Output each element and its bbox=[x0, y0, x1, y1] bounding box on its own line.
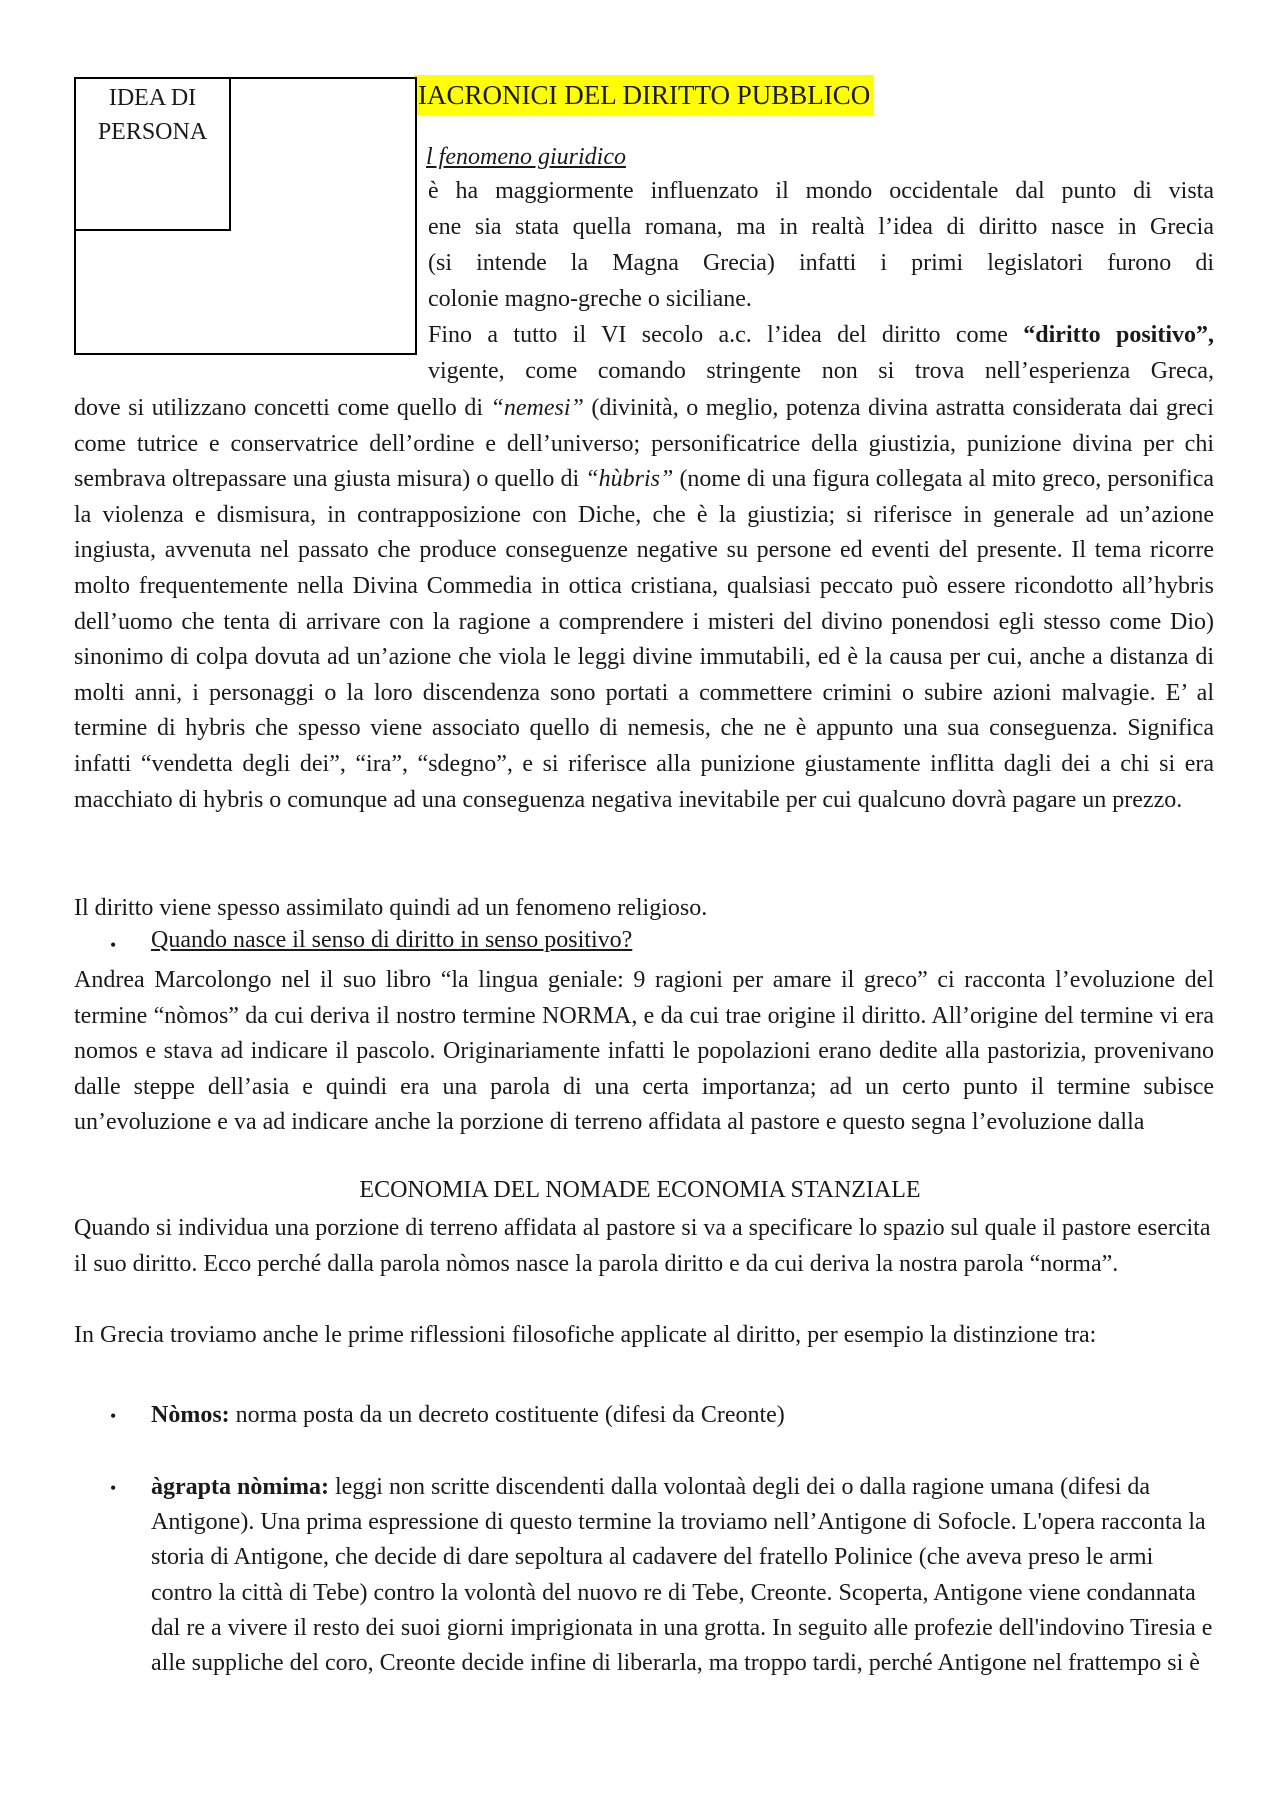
wrap-line-2: ene sia stata quella romana, ma in realtà l’idea di diritto nasce in Grecia bbox=[428, 214, 1214, 240]
wrap-line-6: vigente, come comando stringente non si trova nell’esperienza Greca, bbox=[428, 358, 1214, 384]
paragraph-religioso: Il diritto viene spesso assimilato quindi ad un fenomeno religioso. bbox=[74, 895, 708, 921]
section-subtitle: l fenomeno giuridico bbox=[426, 144, 626, 170]
bullet-marker: • bbox=[110, 935, 117, 955]
nomos-term: Nòmos: bbox=[151, 1402, 230, 1428]
nomos-definition: norma posta da un decreto costituente (difesi da Creonte) bbox=[229, 1402, 785, 1428]
list-item-nomos bbox=[151, 1398, 1214, 1433]
agrapta-nomima-term: àgrapta nòmima: bbox=[151, 1474, 329, 1500]
wrap-line-5-text: Fino a tutto il VI secolo a.c. l’idea del diritto come bbox=[428, 322, 1024, 348]
idea-di-persona-box: IDEA DI PERSONA bbox=[74, 77, 231, 231]
agrapta-nomima-definition: leggi non scritte discendenti dalla volontaà degli dei o dalla ragione umana (difesi da Antigone). Una prima espressione di questo termine la troviamo nell’Antigone di Sofocle. L'opera racconta la storia di Antigone, che decide di dare sepoltura al cadavere del fratello Polinice (che aveva preso le armi contro la città di Tebe) contro la volontà del nuovo re di Tebe, Creonte. Scoperta, Antigone viene condannata dal re a vivere il resto dei suoi giorni imprigionata in una grotta. In seguito alle profezie dell'indovino Tiresia e alle suppliche del coro, Creonte decide infine di liberarla, ma troppo tardi, perché Antigone nel frattempo si è bbox=[151, 1474, 1213, 1677]
p1-part-c: (nome di una figura collegata al mito greco, personifica la violenza e dismisura, in contrapposizione con Diche, che è la giustizia; si riferisce in generale ad un’azione ingiusta, avvenuta nel passato che produce conseguenze negative su persone ed eventi del presente. Il tema ricorre molto frequentemente nella Divina Commedia in ottica cristiana, qualsiasi peccato può essere ricondotto all’hybris dell’uomo che tenta di arrivare con la ragione a comprendere i misteri del divino ponendosi egli stesso come Dio) sinonimo di colpa dovuta ad un’azione che viola le leggi divine immutabili, ed è la causa per cui, anche a distanza di molti anni, i personaggi o la loro discendenza sono portati a commettere crimini o subire azioni malvagie. E’ al termine di hybris che spesso viene associato quello di nemesis, che ne è appunto una sua conseguenza. Significa infatti “vendetta degli dei”, “ira”, “sdegno”, e si riferisce alla punizione giustamente inflitta dagli dei a chi si era macchiato di hybris o comunque ad una conseguenza negativa inevitabile per cui qualcuno dovrà pagare un prezzo. bbox=[74, 466, 1215, 813]
bullet-marker: • bbox=[110, 1478, 117, 1498]
wrap-line-5 bbox=[428, 318, 1214, 353]
nemesi-term: “nemesi” bbox=[490, 395, 584, 421]
page-title: IACRONICI DEL DIRITTO PUBBLICO bbox=[414, 75, 874, 115]
paragraph-nomos: Andrea Marcolongo nel il suo libro “la lingua geniale: 9 ragioni per amare il greco” ci racconta l’evoluzione del termine “nòmos” da cui deriva il nostro termine NORMA, e da cui trae origine il diritto. All’origine del termine vi era nomos e stava ad indicare il pascolo. Originariamente infatti le popolazioni erano dedite alla pastorizia, provenivano dalle steppe dell’asia e quindi era una parola di una certa importanza; ad un certo punto il termine subisce un’evoluzione e va ad indicare anche la porzione di terreno affidata al pastore e questo segna l’evoluzione dalla bbox=[74, 967, 1214, 1136]
paragraph-nemesi-hubris bbox=[74, 391, 1214, 818]
question-heading: Quando nasce il senso di diritto in senso positivo? bbox=[151, 927, 633, 953]
wrap-line-1: è ha maggiormente influenzato il mondo occidentale dal punto di vista bbox=[428, 178, 1214, 204]
p1-part-b: (divinità, o meglio, potenza divina astratta considerata dai greci come tutrice e conservatrice dell’ordine e dell’universo; personificatrice della giustizia, punizione divina per chi sembrava oltrepassare una giusta misura) o quello di bbox=[74, 395, 1214, 493]
diritto-positivo-term: “diritto positivo”, bbox=[1023, 322, 1214, 348]
p1-part-a: dove si utilizzano concetti come quello di bbox=[74, 395, 491, 421]
wrap-line-3: (si intende la Magna Grecia) infatti i primi legislatori furono di bbox=[428, 250, 1214, 276]
bullet-marker: • bbox=[110, 1406, 117, 1426]
economia-line: ECONOMIA DEL NOMADE ECONOMIA STANZIALE bbox=[359, 1177, 921, 1203]
list-item-agrapta-nomima bbox=[151, 1470, 1214, 1681]
hubris-term: “hùbris” bbox=[585, 466, 674, 493]
paragraph-grecia: In Grecia troviamo anche le prime riflessioni filosofiche applicate al diritto, per esempio la distinzione tra: bbox=[74, 1322, 1097, 1348]
paragraph-pastore: Quando si individua una porzione di terreno affidata al pastore si va a specificare lo spazio sul quale il pastore esercita il suo diritto. Ecco perché dalla parola nòmos nasce la parola diritto e da cui deriva la nostra parola “norma”. bbox=[74, 1215, 1211, 1277]
wrap-line-4: colonie magno-greche o siciliane. bbox=[428, 286, 752, 312]
